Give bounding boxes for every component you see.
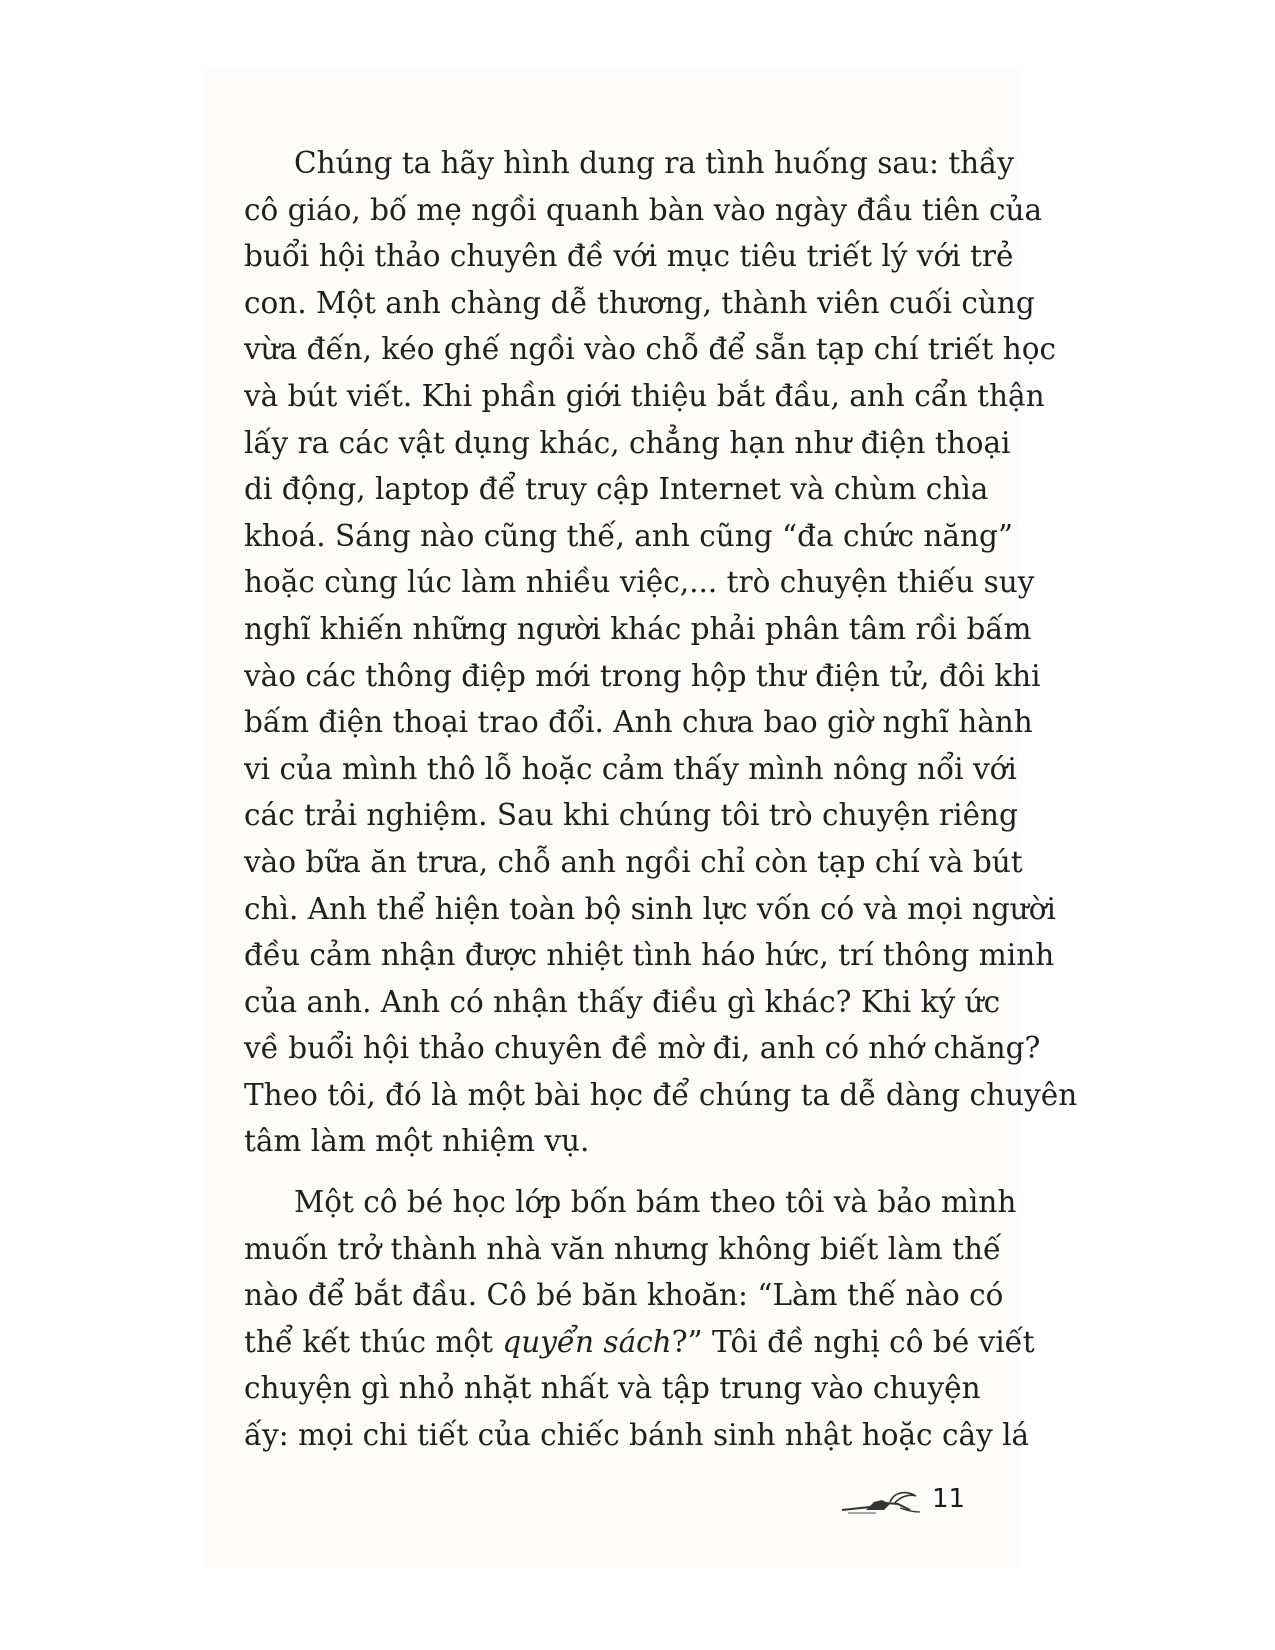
text-line: con. Một anh chàng dễ thương, thành viên cuối cùng — [244, 285, 1035, 320]
text-line: của anh. Anh có nhận thấy điều gì khác? Khi ký ức — [244, 984, 1001, 1019]
page-footer — [840, 1484, 966, 1528]
text-line: về buổi hội thảo chuyên đề mờ đi, anh có nhớ chăng? — [244, 1031, 1041, 1066]
text-line: nào để bắt đầu. Cô bé băn khoăn: “Làm thế nào có — [244, 1278, 1004, 1313]
paragraph-gap — [244, 1165, 944, 1179]
text-line: cô giáo, bố mẹ ngồi quanh bàn vào ngày đầu tiên của — [244, 192, 1043, 227]
text-line: vào các thông điệp mới trong hộp thư điện tử, đôi khi — [244, 658, 1041, 693]
paragraph-2 — [244, 1179, 1035, 1459]
text-line: nghĩ khiến những người khác phải phân tâm rồi bấm — [244, 611, 1032, 646]
text-line: bấm điện thoại trao đổi. Anh chưa bao giờ nghĩ hành — [244, 705, 1033, 740]
text-line: chì. Anh thể hiện toàn bộ sinh lực vốn có và mọi người — [244, 891, 1056, 926]
text-line: vào bữa ăn trưa, chỗ anh ngồi chỉ còn tạp chí và bút — [244, 844, 1023, 879]
text-line: vi của mình thô lỗ hoặc cảm thấy mình nông nổi với — [244, 751, 1017, 786]
body-text — [244, 140, 1078, 1459]
paragraph-1 — [244, 140, 1078, 1165]
text-line: Một cô bé học lớp bốn bám theo tôi và bảo mình — [294, 1185, 1017, 1220]
text-run: ?” Tôi đề nghị cô bé viết — [671, 1324, 1035, 1359]
text-line: ấy: mọi chi tiết của chiếc bánh sinh nhật hoặc cây lá — [244, 1418, 1030, 1453]
italic-book-title: quyển sách — [502, 1324, 672, 1359]
text-line: di động, laptop để truy cập Internet và chùm chìa — [244, 472, 989, 507]
text-line: và bút viết. Khi phần giới thiệu bắt đầu, anh cẩn thận — [244, 378, 1045, 413]
text-line: vừa đến, kéo ghế ngồi vào chỗ để sẵn tạp chí triết học — [244, 332, 1056, 367]
pen-ornament-icon — [840, 1488, 928, 1518]
text-line: chuyện gì nhỏ nhặt nhất và tập trung vào chuyện — [244, 1371, 981, 1406]
text-line: buổi hội thảo chuyên đề với mục tiêu triết lý với trẻ — [244, 239, 1014, 274]
text-line: hoặc cùng lúc làm nhiều việc,... trò chuyện thiếu suy — [244, 565, 1035, 600]
text-run: thể kết thúc một — [244, 1324, 503, 1359]
text-line-with-italic — [244, 1319, 1035, 1366]
text-line: muốn trở thành nhà văn nhưng không biết làm thế — [244, 1231, 1002, 1266]
text-line: Chúng ta hãy hình dung ra tình huống sau: thầy — [294, 146, 1014, 180]
text-line: tâm làm một nhiệm vụ. — [244, 1124, 590, 1159]
page-number: 11 — [932, 1484, 966, 1514]
text-line: khoá. Sáng nào cũng thế, anh cũng “đa chức năng” — [244, 518, 1013, 553]
text-line: lấy ra các vật dụng khác, chẳng hạn như điện thoại — [244, 425, 1011, 460]
text-line: đều cảm nhận được nhiệt tình háo hức, trí thông minh — [244, 938, 1055, 973]
text-line: Theo tôi, đó là một bài học để chúng ta dễ dàng chuyên — [244, 1077, 1078, 1112]
text-line: các trải nghiệm. Sau khi chúng tôi trò chuyện riêng — [244, 798, 1018, 833]
